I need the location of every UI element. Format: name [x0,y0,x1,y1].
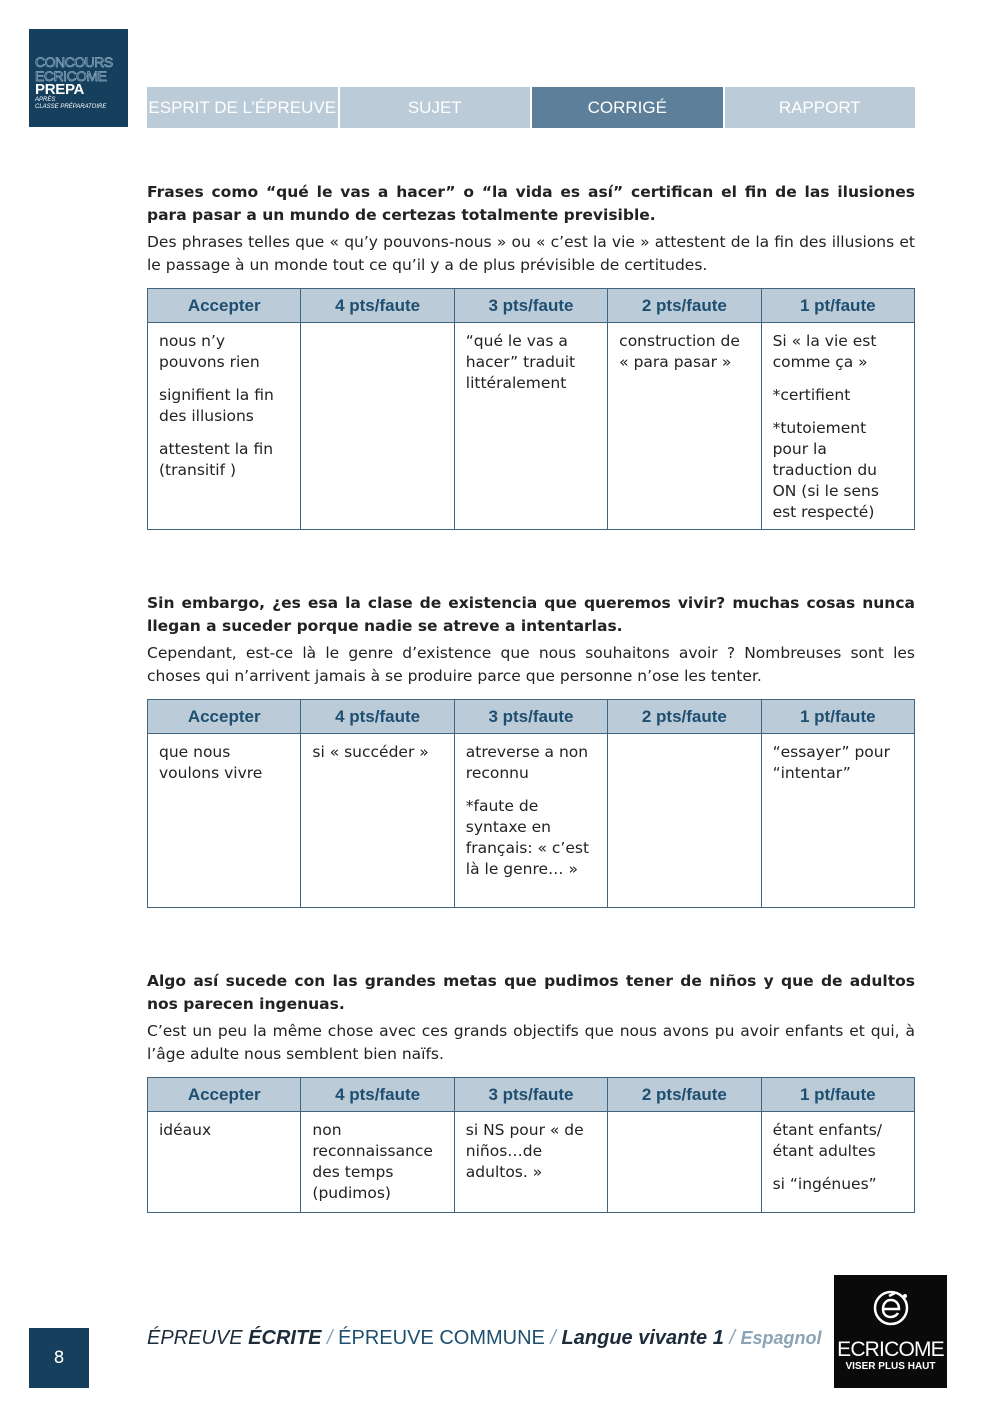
ecricome-prepa-logo [29,29,128,127]
header-2pts: 2 pts/faute [608,289,761,323]
page-number: 8 [29,1328,89,1388]
header-4pts: 4 pts/faute [301,1078,454,1112]
tab-rapport[interactable]: RAPPORT [725,87,916,128]
header-1pt: 1 pt/faute [761,700,914,734]
cell-entry: construction de « para pasar » [619,332,740,371]
tab-corrige[interactable]: CORRIGÉ [532,87,723,128]
table-row [148,734,915,908]
cell-entry: étant enfants/ étant adultes [772,1121,883,1160]
header-2pts: 2 pts/faute [608,700,761,734]
cell-entry: si “ingénues” [772,1175,877,1193]
cell-entry: signifient la fin des illusions [159,386,274,425]
cell-entry: Si « la vie est comme ça » [772,332,877,371]
header-1pt: 1 pt/faute [761,1078,914,1112]
logo-ecricome: ECRICOME [35,68,107,84]
header-4pts: 4 pts/faute [301,700,454,734]
footer-separator: / [321,1327,339,1349]
cell-entry: “qué le vas a hacer” traduit littéralement [465,332,576,392]
footer-epreuve: ÉPREUVE [147,1327,249,1349]
french-translation: Des phrases telles que « qu’y pouvons-nous » ou « c’est la vie » attestent de la fin des illusions et le passage à un monde tout ce qu’il y a de plus prévisible de certitudes. [147,233,915,274]
table-header-row [148,700,915,734]
cell-accepter [148,1112,301,1213]
ecricome-logo [834,1275,947,1388]
table-header-row [148,1078,915,1112]
logo-prepa: PREPA [35,81,85,98]
cell-1pt [761,1112,914,1213]
cell-entry: idéaux [159,1121,212,1139]
footer-espagnol: Espagnol [740,1328,822,1348]
ecricome-e-icon [872,1289,910,1327]
cell-entry: atreverse a non reconnu [465,743,589,782]
cell-entry: *faute de syntaxe en français: « c’est là le genre… » [465,797,590,878]
cell-entry: “essayer” pour “intentar” [772,743,890,782]
footer-commune: COMMUNE [439,1327,545,1349]
logo-tagline: VISER PLUS HAUT [845,1361,936,1372]
cell-4pts [301,734,454,908]
grading-table-3 [147,1077,915,1213]
cell-accepter [148,323,301,530]
passage-3 [147,970,915,1066]
footer-exam-title [147,1327,822,1350]
footer-separator: / [723,1327,741,1349]
french-translation: C’est un peu la même chose avec ces grands objectifs que nous avons pu avoir enfants et qui, à l’âge adulte nous semblent bien naïfs. [147,1022,915,1063]
header-accepter: Accepter [148,1078,301,1112]
spanish-sentence: Frases como “qué le vas a hacer” o “la vida es así” certifican el fin de las ilusiones para pasar a un mundo de certezas totalmente previsible. [147,183,915,224]
cell-2pts [608,323,761,530]
section-tabs [147,87,915,128]
cell-entry: que nous voulons vivre [159,743,263,782]
table-row [148,1112,915,1213]
header-accepter: Accepter [148,289,301,323]
cell-3pts [454,323,607,530]
grading-table-1 [147,288,915,530]
cell-entry: non reconnaissance des temps (pudimos) [312,1121,433,1202]
cell-3pts [454,1112,607,1213]
spanish-sentence: Algo así sucede con las grandes metas que pudimos tener de niños y que de adultos nos parecen ingenuas. [147,972,915,1013]
tab-esprit-epreuve[interactable]: ESPRIT DE L’ÉPREUVE [147,87,338,128]
logo-concours: CONCOURS [35,54,113,70]
cell-accepter [148,734,301,908]
logo-apres: APRÈS [35,97,56,103]
grading-table-2 [147,699,915,908]
spanish-sentence: Sin embargo, ¿es esa la clase de existencia que queremos vivir? muchas cosas nunca llegan a suceder porque nadie se atreve a intentarlas. [147,594,915,635]
header-4pts: 4 pts/faute [301,289,454,323]
header-3pts: 3 pts/faute [454,1078,607,1112]
cell-entry: *certifient [772,386,851,404]
french-translation: Cependant, est-ce là le genre d’existence que nous souhaitons avoir ? Nombreuses sont les choses qui n’arrivent jamais à se produire parce que personne n’ose les tenter. [147,644,915,685]
header-accepter: Accepter [148,700,301,734]
cell-1pt [761,734,914,908]
cell-2pts [608,734,761,908]
header-3pts: 3 pts/faute [454,700,607,734]
footer-langue-vivante: Langue vivante 1 [561,1327,724,1349]
table-header-row [148,289,915,323]
tab-sujet[interactable]: SUJET [340,87,531,128]
cell-4pts [301,1112,454,1213]
header-1pt: 1 pt/faute [761,289,914,323]
footer-separator: / [544,1327,562,1349]
cell-entry: si NS pour « de niños…de adultos. » [465,1121,584,1181]
cell-entry: attestent la fin (transitif ) [159,440,274,479]
cell-4pts [301,323,454,530]
passage-1 [147,181,915,277]
logo-name: ECRICOME [837,1338,944,1361]
passage-2 [147,592,915,688]
cell-3pts [454,734,607,908]
cell-1pt [761,323,914,530]
cell-2pts [608,1112,761,1213]
cell-entry: nous n’y pouvons rien [159,332,260,371]
cell-entry: si « succéder » [312,743,429,761]
header-3pts: 3 pts/faute [454,289,607,323]
footer-ecrite: ÉCRITE [248,1327,322,1349]
footer-epreuve-2: ÉPREUVE [338,1327,440,1349]
cell-entry: *tutoiement pour la traduction du ON (si le sens est respecté) [772,419,879,521]
logo-classe-preparatoire: CLASSE PRÉPARATOIRE [35,104,107,110]
table-row [148,323,915,530]
header-2pts: 2 pts/faute [608,1078,761,1112]
